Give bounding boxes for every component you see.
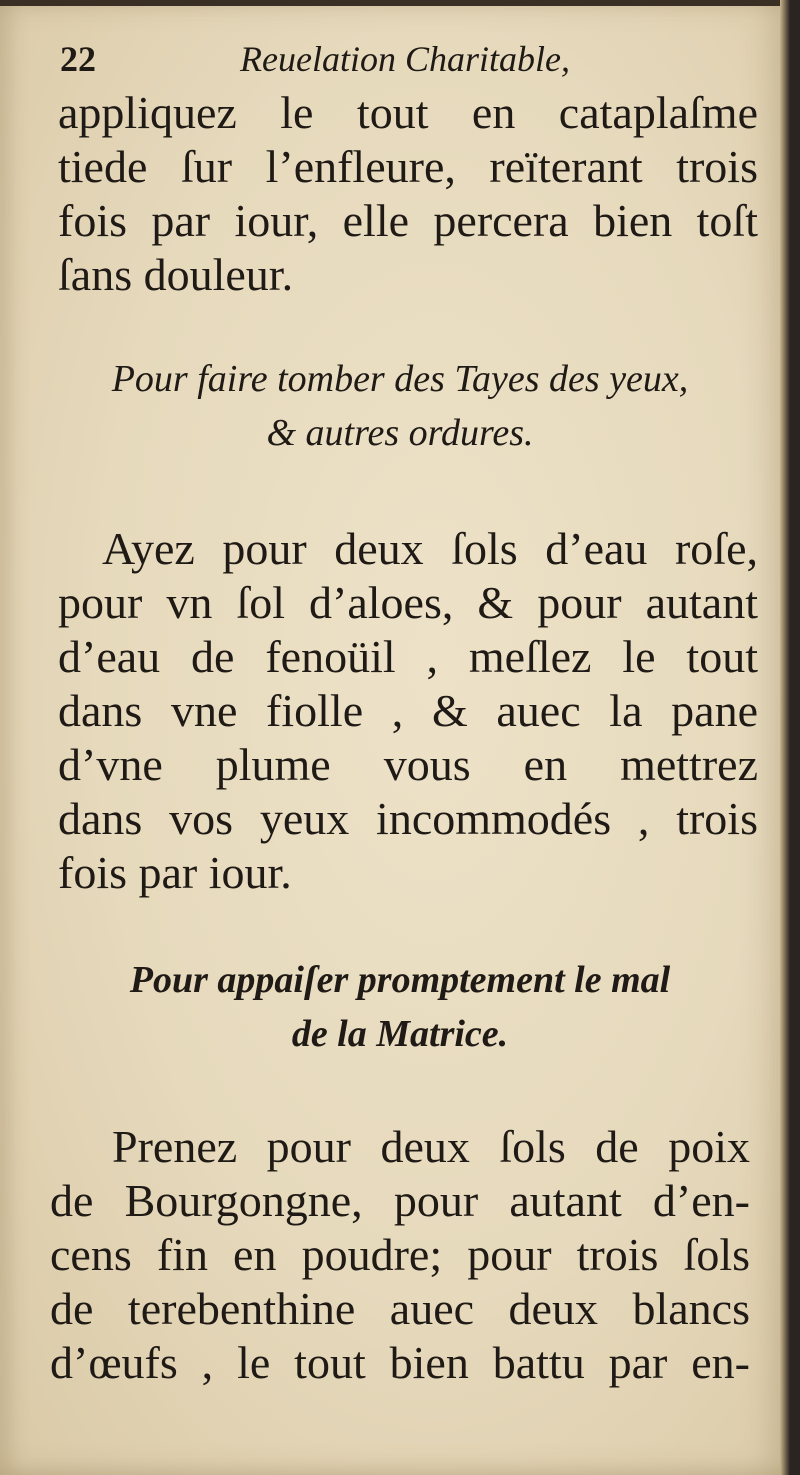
text-line: d’eau de fenoüil , meſlez le tout [58, 631, 758, 682]
title-line: de la Matrice. [291, 1013, 509, 1055]
paragraph-continuation [58, 86, 758, 302]
running-head: Reuelation Charitable, [240, 39, 570, 79]
text-line: d’vne plume vous en mettrez [58, 739, 758, 790]
text-line: de Bourgongne, pour autant d’en- [50, 1175, 750, 1226]
text-line: appliquez le tout en cataplaſme [58, 87, 758, 138]
text-line: pour vn ſol d’aloes, & pour autant [58, 577, 758, 628]
text-line: dans vne fiolle , & auec la pane [58, 685, 758, 736]
text-line: ſans douleur. [58, 249, 294, 300]
text-line: dans vos yeux incommodés , trois [58, 793, 758, 844]
text-line: tiede ſur l’enfleure, reïterant trois [58, 141, 758, 192]
text-line: d’œufs , le tout bien battu par en- [50, 1337, 750, 1388]
paragraph-eyes-remedy [58, 522, 758, 900]
paragraph-matrice-remedy [50, 1120, 750, 1390]
text-line: Ayez pour deux ſols d’eau roſe, [102, 523, 758, 574]
title-line: Pour appaiſer promptement le mal [129, 959, 671, 1001]
page-number: 22 [60, 39, 96, 79]
text-line: cens fin en poudre; pour trois ſols [50, 1229, 750, 1280]
text-line: de terebenthine auec deux blancs [50, 1283, 750, 1334]
title-line: Pour faire tomber des Tayes des yeux, [111, 358, 689, 400]
page-edge-shadow [780, 0, 790, 1475]
page-header [60, 38, 760, 88]
section-title-matrice [50, 953, 750, 1061]
text-line: Prenez pour deux ſols de poix [112, 1121, 750, 1172]
text-line: fois par iour, elle percera bien toſt [58, 195, 758, 246]
section-title-eyes [50, 352, 750, 460]
title-line: & autres ordures. [266, 412, 534, 454]
text-line: fois par iour. [58, 847, 292, 898]
page-top-shadow [0, 0, 790, 6]
